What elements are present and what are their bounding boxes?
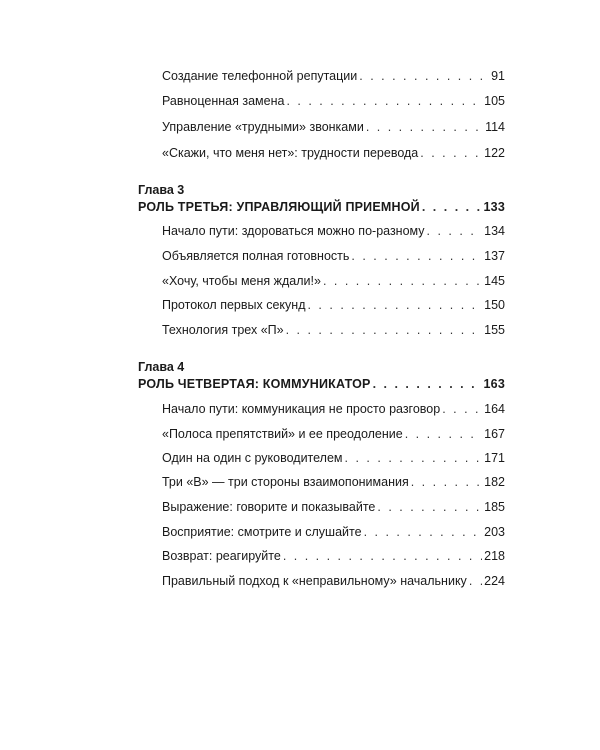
dot-leader [469, 573, 482, 589]
toc-entry-page: 182 [484, 475, 505, 489]
toc-entry-title: Объявляется полная готовность [162, 249, 350, 263]
dot-leader [286, 322, 483, 338]
toc-entry [162, 426, 505, 442]
toc-entry [162, 297, 505, 313]
toc-entry-title: Технология трех «П» [162, 323, 284, 337]
dot-leader [345, 450, 483, 466]
toc-entry [162, 119, 505, 135]
dot-leader [351, 248, 482, 264]
dot-leader [366, 119, 483, 135]
toc-entry [162, 322, 505, 338]
dot-leader [427, 223, 483, 239]
toc-entry-page: 185 [484, 500, 505, 514]
toc-entry-title: «Полоса препятствий» и ее преодоление [162, 427, 403, 441]
toc-entry-title: Управление «трудными» звонками [162, 120, 364, 134]
toc-entry-title: Три «В» — три стороны взаимопонимания [162, 475, 409, 489]
toc-entry [162, 499, 505, 515]
dot-leader [307, 297, 482, 313]
toc-entry-title: Создание телефонной репутации [162, 69, 358, 83]
chapter-title-entry [138, 199, 505, 215]
dot-leader [442, 401, 482, 417]
toc-entry-title: Правильный подход к «неправильному» начальнику [162, 574, 467, 588]
dot-leader [420, 145, 482, 161]
dot-leader [411, 474, 482, 490]
chapter-page: 163 [483, 377, 505, 391]
toc-entry-page: 105 [484, 94, 505, 108]
toc-entry-title: Равноценная замена [162, 94, 285, 108]
toc-entry-title: Выражение: говорите и показывайте [162, 500, 376, 514]
toc-entry-title: «Хочу, чтобы меня ждали!» [162, 274, 321, 288]
toc-entry-title: Протокол первых секунд [162, 298, 306, 312]
chapter-title: РОЛЬ ЧЕТВЕРТАЯ: КОММУНИКАТОР [138, 377, 371, 391]
dot-leader [323, 273, 482, 289]
toc-entry-title: «Скажи, что меня нет»: трудности перевода [162, 146, 419, 160]
toc-entry-page: 134 [484, 224, 505, 238]
chapter-label: Глава 4 [138, 360, 185, 374]
chapter-label: Глава 3 [138, 183, 185, 197]
toc-entry-page: 150 [484, 298, 505, 312]
toc-entry-title: Один на один с руководителем [162, 451, 343, 465]
dot-leader [359, 68, 489, 84]
toc-entry [162, 548, 505, 564]
toc-entry [162, 248, 505, 264]
dot-leader [422, 199, 482, 215]
dot-leader [373, 376, 482, 392]
toc-entry-title: Восприятие: смотрите и слушайте [162, 525, 362, 539]
toc-entry-page: 167 [484, 427, 505, 441]
chapter-page: 133 [483, 200, 505, 214]
chapter-title: РОЛЬ ТРЕТЬЯ: УПРАВЛЯЮЩИЙ ПРИЕМНОЙ [138, 200, 420, 214]
toc-entry [162, 474, 505, 490]
toc-entry [162, 401, 505, 417]
toc-entry [162, 273, 505, 289]
toc-entry-page: 203 [484, 525, 505, 539]
toc-entry-page: 122 [484, 146, 505, 160]
dot-leader [283, 548, 482, 564]
dot-leader [364, 524, 483, 540]
toc-entry [162, 145, 505, 161]
toc-entry-page: 91 [491, 69, 505, 83]
toc-entry [162, 223, 505, 239]
toc-entry-page: 145 [484, 274, 505, 288]
toc-entry-title: Начало пути: коммуникация не просто разговор [162, 402, 441, 416]
toc-entry-title: Начало пути: здороваться можно по-разному [162, 224, 425, 238]
toc-entry [162, 573, 505, 589]
toc-entry-page: 224 [484, 574, 505, 588]
chapter-title-entry [138, 376, 505, 392]
toc-entry-page: 114 [485, 120, 505, 134]
toc-entry-page: 137 [484, 249, 505, 263]
toc-entry [162, 524, 505, 540]
toc-entry [162, 68, 505, 84]
toc-entry-page: 164 [484, 402, 505, 416]
toc-entry-title: Возврат: реагируйте [162, 549, 281, 563]
toc-entry [162, 450, 505, 466]
toc-entry-page: 171 [484, 451, 505, 465]
toc-entry-page: 155 [484, 323, 505, 337]
dot-leader [377, 499, 482, 515]
dot-leader [405, 426, 482, 442]
dot-leader [286, 93, 482, 109]
toc-entry [162, 93, 505, 109]
toc-entry-page: 218 [484, 549, 505, 563]
